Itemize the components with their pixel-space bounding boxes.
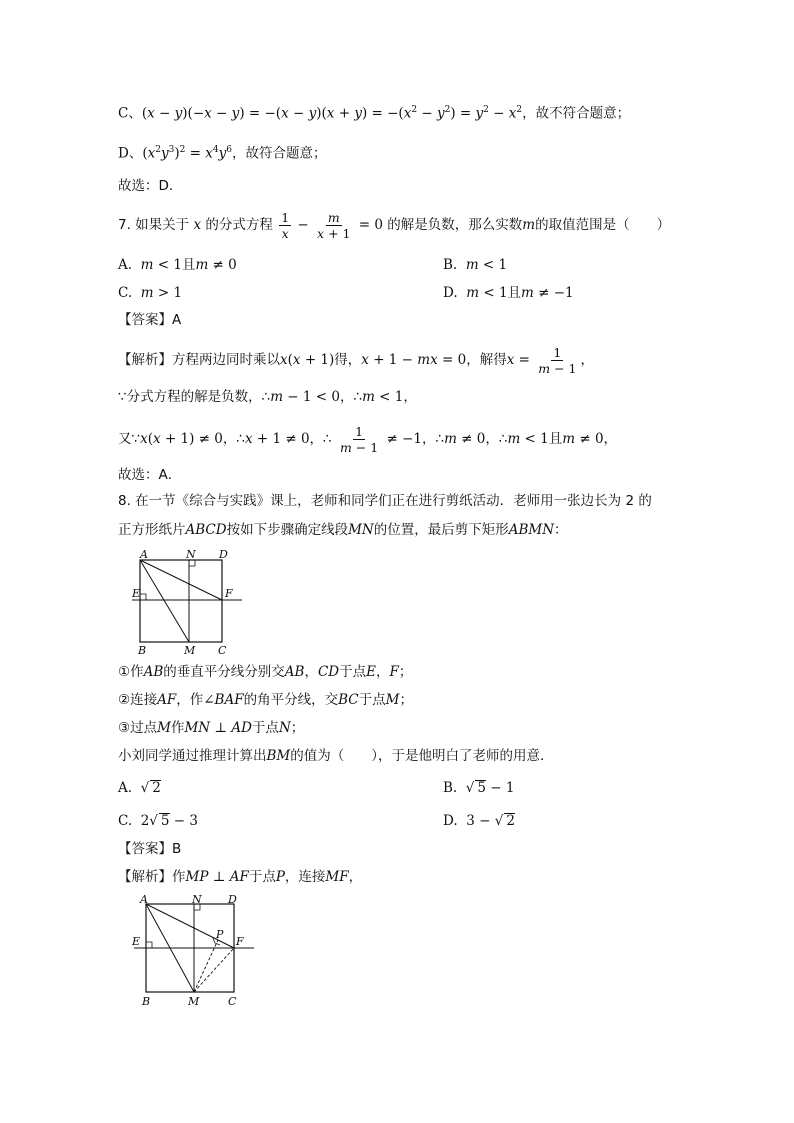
- label-p2: P: [216, 928, 224, 941]
- label-d: D: [219, 548, 228, 561]
- analysis-7: 【解析】方程两边同时乘以x(x + 1)得，x + 1 − mx = 0，解得x = $\frac{1}{m - 1}$ ，: [118, 345, 594, 376]
- label-m2: M: [188, 995, 200, 1008]
- label-e2: E: [132, 935, 141, 948]
- answer-7: 【答案】A: [118, 312, 182, 328]
- q8-option-c: C. 2√ 5 − 3: [118, 813, 198, 829]
- label-m: M: [184, 644, 196, 657]
- step-3: ③过点M作MN ⊥ AD于点N；: [118, 720, 305, 736]
- label-f: F: [225, 587, 233, 600]
- q8-option-a: A. √ 2: [118, 780, 161, 796]
- label-a2: A: [140, 893, 148, 906]
- label-e: E: [132, 587, 141, 600]
- label-n2: N: [192, 893, 202, 906]
- label-a: A: [140, 548, 148, 561]
- question-8-ask: 小刘同学通过推理计算出BM的值为（ ），于是他明白了老师的用意．: [118, 748, 554, 764]
- step-1: ①作AB的垂直平分线分别交AB，CD于点E，F；: [118, 664, 413, 680]
- question-8-line1: 8. 在一节《综合与实践》课上，老师和同学们正在进行剪纸活动．老师用一张边长为 2 的: [118, 493, 652, 509]
- figure-square-2: [118, 892, 258, 1010]
- step-2: ②连接AF，作∠BAF的角平分线，交BC于点M；: [118, 692, 413, 708]
- q8-option-d: D. 3 − √ 2: [443, 813, 515, 829]
- label-c: C: [218, 644, 227, 657]
- q7-option-c: C. m > 1: [118, 285, 183, 301]
- question-7: 7. 如果关于 x 的分式方程 $\frac{1}{x}$ − $\frac{m}{x + 1}$ = 0 的解是负数，那么实数m的取值范围是（ ）: [118, 210, 671, 241]
- label-b2: B: [142, 995, 151, 1008]
- q7-option-b: B. m < 1: [443, 257, 508, 273]
- question-8-line2: 正方形纸片ABCD按如下步骤确定线段MN的位置，最后剪下矩形ABMN：: [118, 522, 568, 538]
- analysis-7-also: 又∵x(x + 1) ≠ 0，∴x + 1 ≠ 0，∴ $\frac{1}{m - 1}$ ≠ −1，∴m ≠ 0，∴m < 1且m ≠ 0，: [118, 424, 618, 455]
- label-d2: D: [228, 893, 237, 906]
- analysis-7-because: ∵分式方程的解是负数，∴m − 1 < 0，∴m < 1，: [118, 389, 417, 405]
- choose-d: 故选：D．: [118, 178, 183, 194]
- q7-option-d: D. m < 1且m ≠ −1: [443, 285, 574, 301]
- label-c2: C: [228, 995, 237, 1008]
- label-n: N: [186, 548, 196, 561]
- figure-square-1: [118, 548, 248, 658]
- choose-a: 故选：A．: [118, 467, 182, 483]
- analysis-8: 【解析】作MP ⊥ AF于点P，连接MF，: [118, 869, 363, 885]
- label-b: B: [138, 644, 147, 657]
- q8-option-b: B. √ 5 − 1: [443, 780, 515, 796]
- answer-8: 【答案】B: [118, 841, 182, 857]
- option-d-line: D、$(x^2y^3)^2 = x^4y^6$，故符合题意；: [118, 145, 327, 162]
- option-c-line: C、$(x - y)(-x - y) = -(x - y)(x + y) = -(x^2 - y^2) = y^2 - x^2$，故不符合题意；: [118, 105, 631, 122]
- q7-option-a: A. m < 1且m ≠ 0: [118, 257, 237, 273]
- label-f2: F: [236, 935, 244, 948]
